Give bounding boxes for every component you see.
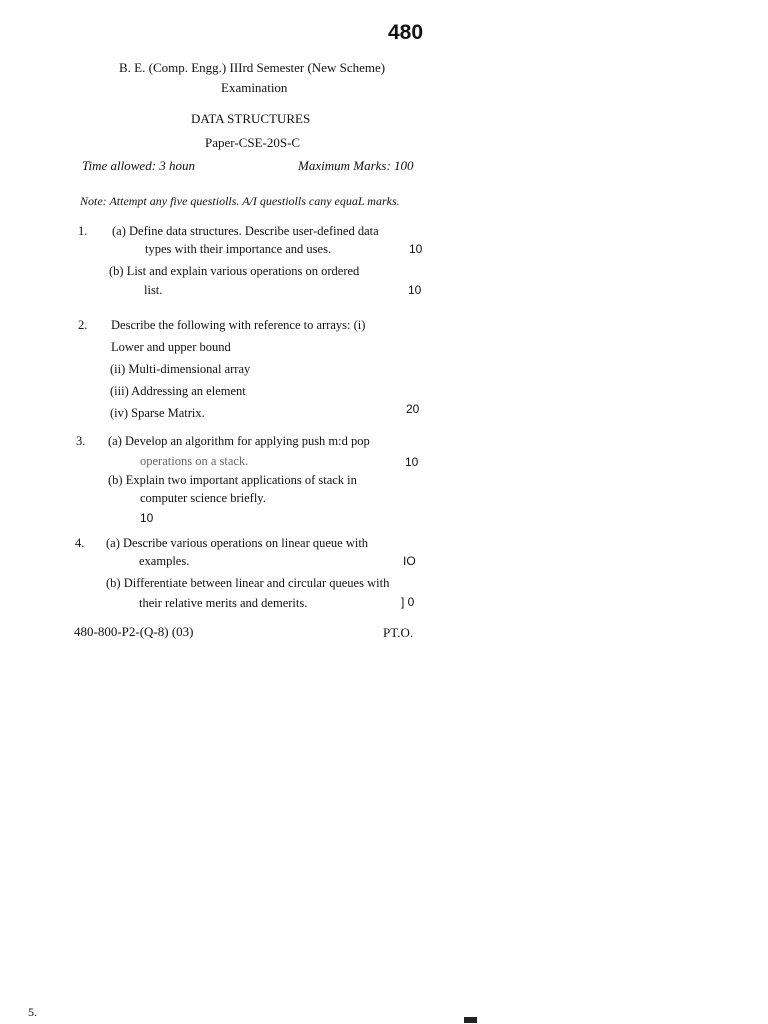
scan-artifact-mark	[464, 1017, 477, 1023]
question-number: 4.	[75, 536, 85, 550]
footer-code: 480-800-P2-(Q-8) (03)	[74, 624, 194, 639]
question-text: (b) Differentiate between linear and circular queues with	[106, 576, 390, 590]
time-allowed: Time allowed: 3 houn	[82, 158, 196, 173]
paper-code: 480	[388, 21, 424, 44]
paper-id: Paper-CSE-20S-C	[205, 135, 301, 150]
question-text: Describe the following with reference to arrays: (i)	[111, 318, 366, 332]
question-text: types with their importance and uses.	[145, 242, 332, 256]
marks: ] 0	[401, 595, 415, 609]
exam-title: B. E. (Comp. Engg.) IIIrd Semester (New Scheme)	[119, 60, 386, 75]
marks: 20	[406, 402, 420, 416]
question-number: 3.	[76, 434, 86, 448]
marks: 10	[409, 242, 423, 256]
subject-title: DATA STRUCTURES	[191, 111, 311, 126]
question-text: computer science briefly.	[140, 491, 266, 505]
question-text: (a) Develop an algorithm for applying push m:d pop	[108, 434, 370, 448]
page-number: 5.	[28, 1005, 37, 1019]
exam-subtitle: Examination	[221, 80, 288, 95]
question-text: list.	[144, 283, 163, 297]
question-number: 2.	[78, 318, 88, 332]
marks: 10	[140, 511, 154, 525]
marks: 10	[408, 283, 422, 297]
page-turn-indicator: PT.O.	[383, 625, 414, 640]
question-text: (ii) Multi-dimensional array	[110, 362, 251, 376]
question-text: their relative merits and demerits.	[139, 596, 308, 610]
question-text: (b) List and explain various operations on ordered	[109, 264, 360, 278]
question-text: (a) Define data structures. Describe user-defined data	[112, 224, 379, 238]
question-text: (b) Explain two important applications of stack in	[108, 473, 357, 487]
question-text: (iii) Addressing an element	[110, 384, 246, 398]
marks: IO	[403, 554, 416, 568]
question-text: operations on a stack.	[140, 454, 249, 468]
question-number: 1.	[78, 224, 88, 238]
question-text: (a) Describe various operations on linear queue with	[106, 536, 369, 550]
question-text: examples.	[139, 554, 190, 568]
marks: 10	[405, 455, 419, 469]
question-text: (iv) Sparse Matrix.	[110, 406, 205, 420]
instructions-note: Note: Attempt any five questiolls. A/I questiolls cany equaL marks.	[80, 194, 400, 208]
question-text: Lower and upper bound	[111, 340, 231, 354]
maximum-marks: Maximum Marks: 100	[298, 158, 414, 173]
